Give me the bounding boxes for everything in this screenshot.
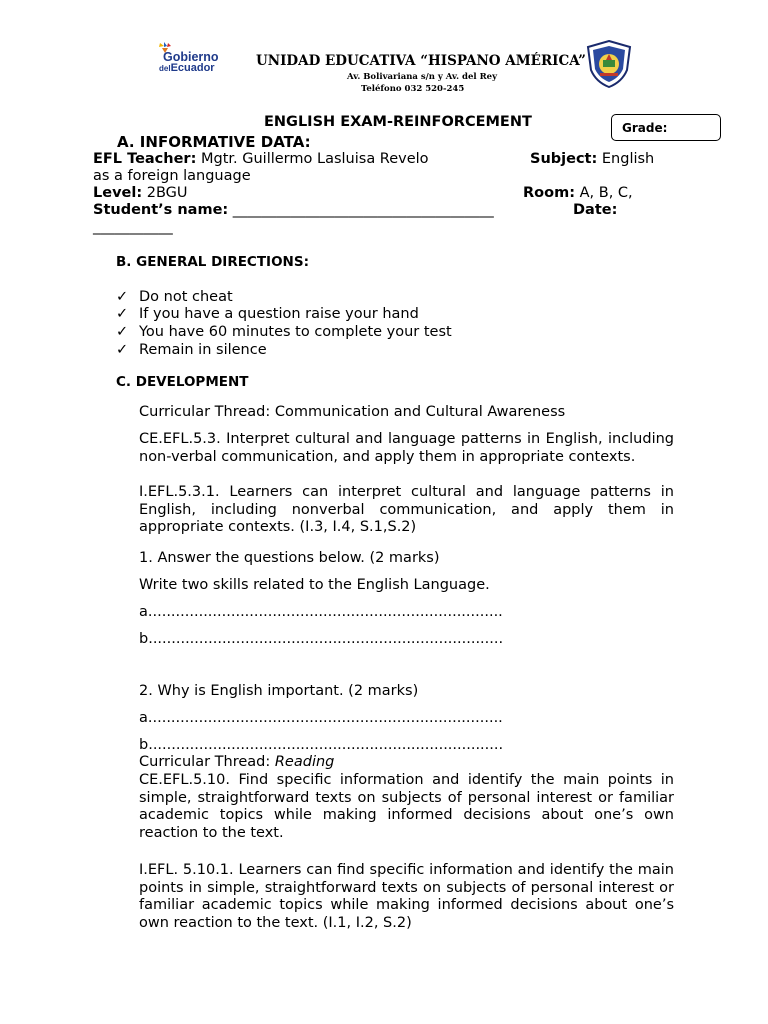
indicator-iefl-5-3-1: I.EFL.5.3.1. Learners can interpret cultural and language patterns in English, including nonverbal communication, and apply them in appropriate contexts. (I.3, I.4, S.1,S.2): [139, 484, 674, 536]
answer-line-1a: a.............................................................................: [139, 604, 503, 620]
student-name-blank: ____________________________________: [228, 202, 494, 218]
criterion-ce-efl-5-3: CE.EFL.5.3. Interpret cultural and language patterns in English, including non-verbal communication, and apply them in appropriate contexts.: [139, 431, 674, 465]
curricular-thread-2-topic: Reading: [274, 754, 335, 770]
room-value: A, B, C,: [575, 185, 633, 201]
check-icon: ✓: [116, 306, 129, 322]
question-2: 2. Why is English important. (2 marks): [139, 683, 419, 699]
check-icon: ✓: [116, 342, 129, 358]
government-logo-line2: delEcuador: [159, 62, 215, 74]
grade-label: Grade:: [622, 121, 668, 135]
date-label: Date:: [573, 202, 618, 218]
government-logo: [155, 42, 230, 78]
list-item: Remain in silence: [139, 342, 267, 358]
room-line: [523, 185, 633, 201]
room-label: Room:: [523, 185, 575, 201]
student-name-line: [93, 202, 494, 218]
grade-box: [611, 114, 721, 141]
criterion-ce-efl-5-10: CE.EFL.5.10. Find specific information and identify the main points in simple, straightforward texts on subjects of personal interest or familiar academic topics while making informed decisions about one’s own reaction to the text.: [139, 772, 674, 842]
level-value: 2BGU: [142, 185, 188, 201]
list-item: You have 60 minutes to complete your test: [139, 324, 452, 340]
answer-line-2b: b.............................................................................: [139, 737, 504, 753]
exam-title: ENGLISH EXAM-REINFORCEMENT: [264, 114, 532, 130]
date-blank: ___________: [93, 219, 173, 235]
teacher-line: [93, 151, 429, 167]
section-b-heading: B. GENERAL DIRECTIONS:: [116, 254, 309, 270]
school-address: Av. Bolivariana s/n y Av. del Rey: [347, 72, 498, 82]
answer-line-2a: a.............................................................................: [139, 710, 503, 726]
teacher-value: Mgtr. Guillermo Lasluisa Revelo: [196, 151, 429, 167]
curricular-thread-1: Curricular Thread: Communication and Cultural Awareness: [139, 404, 566, 420]
question-1-instruction: Write two skills related to the English Language.: [139, 577, 490, 593]
curricular-thread-2: [139, 754, 674, 772]
government-logo-line1: Gobierno: [163, 50, 219, 64]
subject-value: English: [597, 151, 655, 167]
section-a-heading: A. INFORMATIVE DATA:: [117, 133, 311, 151]
subject-label: Subject:: [530, 151, 598, 167]
subject-continuation: as a foreign language: [93, 168, 251, 184]
question-1: 1. Answer the questions below. (2 marks): [139, 550, 440, 566]
school-name: UNIDAD EDUCATIVA “HISPANO AMÉRICA”: [256, 53, 586, 69]
indicator-iefl-5-10-1: I.EFL. 5.10.1. Learners can find specific information and identify the main points in simple, straightforward texts on subjects of personal interest or familiar academic topics while making informed decisions about one’s own reaction to the text. (I.1, I.2, S.2): [139, 862, 674, 932]
teacher-label: EFL Teacher:: [93, 151, 197, 167]
answer-line-1b: b.............................................................................: [139, 631, 504, 647]
school-crest-icon: [586, 40, 632, 88]
school-phone: Teléfono 032 520-245: [361, 84, 465, 94]
level-line: [93, 185, 188, 201]
student-name-label: Student’s name:: [93, 202, 229, 218]
level-label: Level:: [93, 185, 143, 201]
section-c-heading: C. DEVELOPMENT: [116, 374, 249, 390]
check-icon: ✓: [116, 289, 129, 305]
subject-line: [530, 151, 654, 167]
list-item: If you have a question raise your hand: [139, 306, 419, 322]
check-icon: ✓: [116, 324, 129, 340]
curricular-thread-2-prefix: Curricular Thread:: [139, 754, 275, 770]
list-item: Do not cheat: [139, 289, 233, 305]
